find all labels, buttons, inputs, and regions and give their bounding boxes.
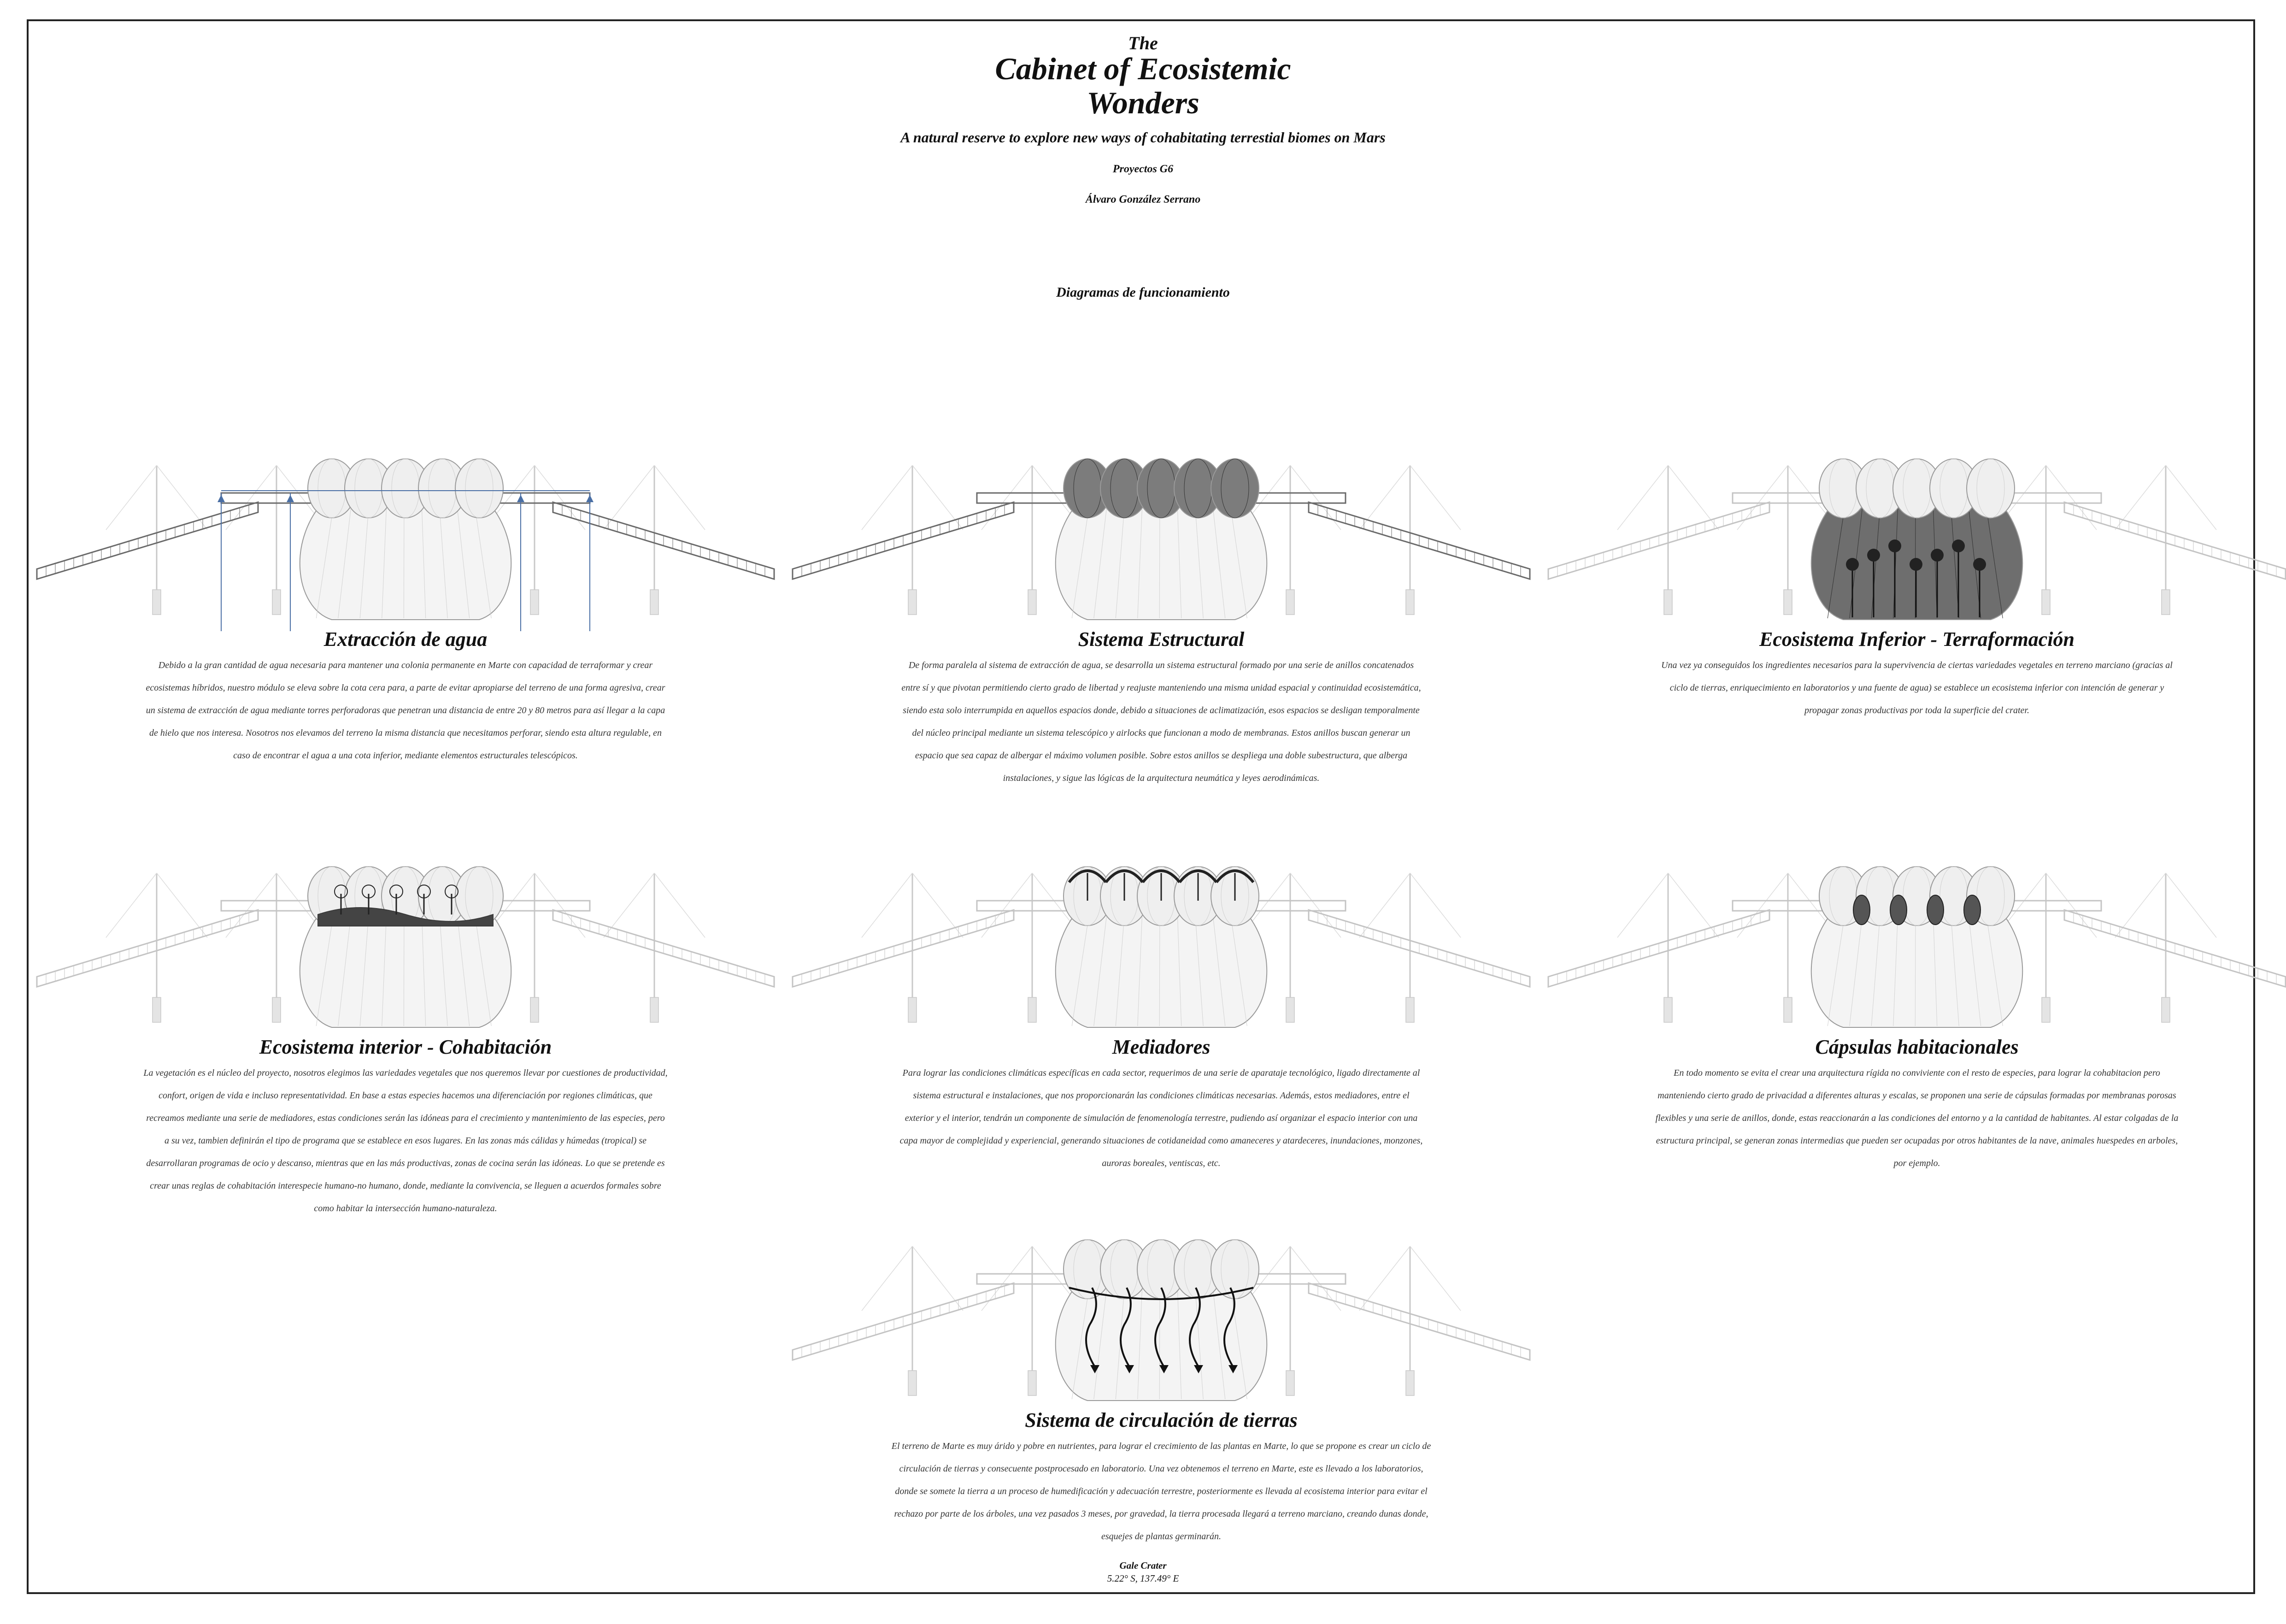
- panel-water-extraction: [37, 438, 774, 843]
- panel-interior-ecosystem: [37, 845, 774, 1251]
- project-label: Proyectos G6: [1112, 163, 1174, 175]
- module-illustration: [793, 438, 1530, 631]
- panel-title: Ecosistema interior - Cohabitación: [259, 1036, 552, 1058]
- module-illustration: [37, 845, 774, 1039]
- panel-description: Debido a la gran cantidad de agua necesaria para mantener una colonia permanente en Marte con capacidad de terraformar y crear ecosistemas híbridos, nuestro módulo se eleva sobre la cota cera para, a parte de evitar apropiarse del terreno de una forma agresiva, crear un sistema de extracción de agua mediante torres perforadoras que penetran una distancia de entre 20 y 80 metros para así llegar a la capa de hielo que nos interesa. Nosotros nos elevamos del terreno la misma distancia que necesitamos perforar, siendo esta altura regulable, en caso de encontrar el agua a una cota inferior, mediante elementos estructurales telescópicos.: [146, 660, 665, 761]
- panel-title: Extracción de agua: [323, 628, 488, 651]
- module-illustration: [793, 1219, 1530, 1412]
- module-illustration: [1548, 845, 2286, 1039]
- subtitle: A natural reserve to explore new ways of cohabitating terrestial biomes on Mars: [900, 129, 1386, 146]
- module-illustration: [37, 438, 774, 631]
- panel-description: Una vez ya conseguidos los ingredientes necesarios para la supervivencia de ciertas variedades vegetales en terreno marciano (gracias al ciclo de tierras, enriquecimiento en laboratorios y una fuente de agua) se establece un ecosistema inferior con intención de generar y propagar zonas productivas por toda la superficie del crater.: [1661, 660, 2173, 715]
- author-name: Álvaro González Serrano: [1085, 193, 1201, 205]
- panel-lower-ecosystem: [1548, 438, 2286, 843]
- panel-title: Cápsulas habitacionales: [1815, 1036, 2019, 1058]
- panel-title: Sistema Estructural: [1078, 628, 1245, 651]
- location-name: Gale Crater: [1119, 1560, 1167, 1571]
- panel-description: La vegetación es el núcleo del proyecto, nosotros elegimos las variedades vegetales que nos queremos llevar por cuestiones de productividad, confort, origen de vida e incluso representatividad. En base a estas especies hacemos una diferenciación por regiones climáticas, que recreamos mediante una serie de mediadores, estas condiciones serán las idóneas para el crecimiento y mantenimiento de las especies, pero a su vez, tambien definirán el tipo de programa que se establece en esos lugares. En las zonas más cálidas y húmedas (tropical) se desarrollaran programas de ocio y descanso, mientras que en las más productivas, zonas de cocina serán las idóneas. Lo que se pretende es crear unas reglas de cohabitación interespecie humano-no humano, donde, mediante la convivencia, se lleguen a acuerdos formales sobre como habitar la intersección humano-naturaleza.: [143, 1068, 668, 1214]
- panel-title: Sistema de circulación de tierras: [1025, 1409, 1298, 1431]
- panel-mediators: [793, 845, 1530, 1251]
- panel-description: Para lograr las condiciones climáticas específicas en cada sector, requerimos de una serie de aparataje tecnológico, ligado directamente al sistema estructural e instalaciones, que nos proporcionarán las condiciones climáticas necesarias. Además, estos mediadores, entre el exterior y el interior, tendrán un componente de simulación de fenomenología terrestre, pudiendo así organizar el espacio interior con una capa mayor de complejidad y experiencial, generando situaciones de cotidaneidad como amaneceres y atardeceres, inundaciones, monzones, auroras boreales, ventiscas, etc.: [899, 1068, 1423, 1168]
- title-line-2: Cabinet of Ecosistemic: [995, 51, 1291, 86]
- module-illustration: [793, 845, 1530, 1039]
- panel-description: De forma paralela al sistema de extracción de agua, se desarrolla un sistema estructural formado por una serie de anillos concatenados entre sí y que pivotan permitiendo cierto grado de libertad y reajuste manteniendo una misma unidad espacial y continuidad ecosistemática, siendo esta solo interrumpida en aquellos espacios donde, debido a situaciones de aclimatización, esos espacios se desligan temporalmente del núcleo principal mediante un sistema telescópico y airlocks que funcionan a modo de membranas. Estos anillos buscan generar un espacio que sea capaz de albergar el máximo volumen posible. Sobre estos anillos se despliega una doble subestructura, que alberga instalaciones, y sigue las lógicas de la arquitectura neumática y leyes aerodinámicas.: [901, 660, 1421, 783]
- location-coordinates: 5.22° S, 137.49° E: [1107, 1573, 1179, 1584]
- panel-description: El terreno de Marte es muy árido y pobre en nutrientes, para lograr el crecimiento de las plantas en Marte, lo que se propone es crear un ciclo de circulación de tierras y consecuente postprocesado en laboratorio. Una vez obtenemos el terreno en Marte, este es llevado a los laboratorios, donde se somete la tierra a un proceso de humedificación y adecuación terrestre, posteriormente es llevada al ecosistema interior para evitar el rechazo por parte de los árboles, una vez pasados 3 meses, por gravedad, la tierra procesada llegará a terreno marciano, creando dunas donde, esquejes de plantas germinarán.: [891, 1441, 1431, 1542]
- section-title: Diagramas de funcionamiento: [1056, 285, 1230, 300]
- panel-structural-system: [793, 438, 1530, 843]
- module-illustration: [1548, 438, 2286, 631]
- panel-title: Mediadores: [1112, 1036, 1211, 1058]
- panel-habitation-capsules: [1548, 845, 2286, 1251]
- panel-title: Ecosistema Inferior - Terraformación: [1759, 628, 2075, 651]
- panel-description: En todo momento se evita el crear una arquitectura rígida no conviviente con el resto de especies, para lograr la cohabitacion pero manteniendo cierto grado de privacidad a diferentes alturas y escalas, se proponen una serie de cápsulas formadas por membranas porosas flexibles y una serie de anillos, donde, estas reaccionarán a las condiciones del entorno y a la cantidad de habitantes. Al estar colgadas de la estructura principal, se generan zonas intermedias que pueden ser ocupadas por otros habitantes de la nave, animales huespedes en arboles, por ejemplo.: [1655, 1068, 2179, 1168]
- title-line-3: Wonders: [1087, 85, 1199, 120]
- title-line-1: The: [1128, 33, 1158, 53]
